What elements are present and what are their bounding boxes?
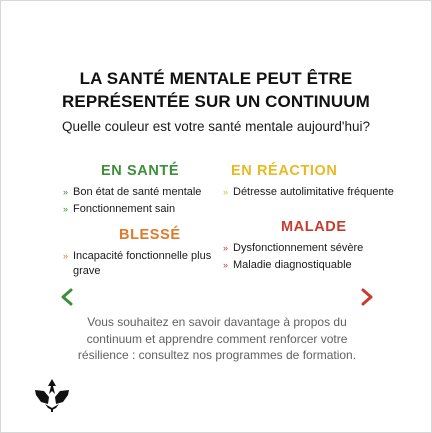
subtitle: Quelle couleur est votre santé mentale aujourd'hui? [61, 119, 370, 134]
quadrant-title-injured: BLESSÉ [119, 227, 181, 243]
item-text: Dysfonctionnement sévère [233, 242, 364, 254]
chevron-right-icon: » [223, 243, 229, 253]
cta-text: Vous souhaitez en savoir davantage à propos du continuum et apprendre comment renforcer votre résilience : consultez nos programmes de formation. [77, 315, 357, 362]
chevron-right-icon: » [63, 204, 69, 214]
quadrant-healthy [63, 163, 233, 219]
item-text: Incapacité fonctionnelle plus grave [73, 250, 212, 277]
chevron-right-icon: » [223, 187, 229, 197]
quadrant-ill [223, 219, 403, 275]
list-item [223, 241, 403, 256]
chevron-right-icon: » [63, 251, 69, 261]
quadrant-reacting [223, 163, 403, 202]
item-text: Bon état de santé mentale [73, 186, 202, 198]
continuum-arrow [59, 287, 375, 307]
list-item [63, 249, 233, 279]
chevron-right-icon: » [63, 187, 69, 197]
maple-leaf-logo-icon [31, 377, 73, 413]
item-text: Fonctionnement sain [73, 203, 176, 215]
title-line-1: LA SANTÉ MENTALE PEUT ÊTRE [79, 69, 353, 88]
quadrant-title-reacting: EN RÉACTION [231, 163, 338, 179]
page-title [1, 67, 431, 113]
list-item [63, 202, 233, 217]
list-item [223, 258, 403, 273]
quadrant-title-ill: MALADE [281, 219, 347, 235]
title-line-2: REPRÉSENTÉE SUR UN CONTINUUM [62, 92, 370, 111]
quadrant-injured [63, 227, 233, 281]
chevron-right-icon: » [223, 260, 229, 270]
list-item [63, 185, 233, 200]
quadrant-title-healthy: EN SANTÉ [101, 163, 180, 179]
item-text: Maladie diagnostiquable [233, 259, 352, 271]
list-item [223, 185, 403, 200]
item-text: Détresse autolimitative fréquente [233, 186, 394, 198]
